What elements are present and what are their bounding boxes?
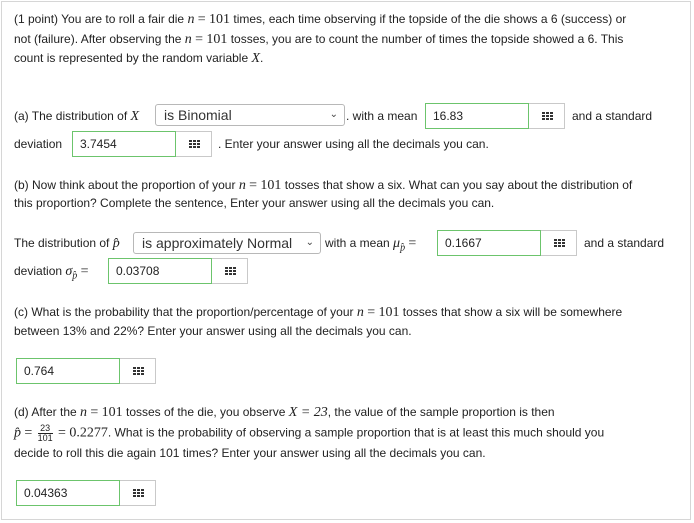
keypad-button[interactable] (176, 131, 212, 157)
math-n: n (356, 305, 364, 320)
part-a-instruction: . Enter your answer using all the decimals you can. (218, 137, 489, 151)
intro-line-2 (14, 31, 623, 48)
math-eq: = (90, 405, 99, 420)
math-n-value: 101 (206, 32, 228, 47)
math-n: n (187, 12, 195, 27)
part-c-text: tosses that show a six will be somewhere (402, 305, 623, 319)
keypad-grid-icon (133, 367, 144, 376)
math-eq: = (367, 305, 376, 320)
part-b-dist-label (14, 235, 120, 252)
sd-input-a[interactable]: 3.7454 (72, 131, 176, 157)
math-phat-sub: p̂ (72, 270, 78, 282)
intro-text: times, each time observing if the topside of the die shows a 6 (success) or (233, 12, 627, 26)
math-eq: = (408, 236, 417, 251)
part-a-line-1 (14, 108, 139, 125)
part-d-text: tosses of the die, you observe (125, 405, 286, 419)
part-a-std-label: and a standard (572, 109, 653, 123)
part-b-mean-label (325, 235, 416, 256)
part-b-text: tosses that show a six. What can you say about the distribution of (284, 178, 633, 192)
part-c-text: (c) What is the probability that the proportion/percentage of your (14, 305, 354, 319)
math-n-value: 101 (260, 178, 282, 193)
intro-text: count is represented by the random variable (14, 51, 249, 65)
intro-period: . (260, 51, 264, 65)
keypad-grid-icon (542, 112, 553, 121)
math-phat-sub: p̂ (400, 242, 406, 254)
part-c-line-1 (14, 304, 622, 321)
keypad-grid-icon (189, 140, 200, 149)
chevron-down-icon: ⌄ (329, 109, 338, 120)
keypad-button[interactable] (120, 358, 156, 384)
mean-input-a[interactable]: 16.83 (425, 103, 529, 129)
math-eq: = (24, 425, 33, 441)
intro-line-1 (14, 11, 626, 28)
intro-text: (1 point) You are to roll a fair die (14, 12, 185, 26)
select-value: is Binomial (164, 107, 232, 123)
part-b-text: with a mean (325, 236, 390, 250)
part-b-line-2: this proportion? Complete the sentence, Enter your answer using all the decimals you can. (14, 196, 495, 210)
distribution-select-a[interactable] (155, 104, 345, 126)
math-eq: = (195, 32, 204, 47)
fraction-numerator: 23 (38, 424, 53, 434)
select-value: is approximately Normal (142, 235, 293, 251)
math-eq: = (197, 12, 206, 27)
part-b-std-label: and a standard (584, 236, 665, 250)
answer-input-d[interactable]: 0.04363 (16, 480, 120, 506)
math-n-value: 101 (378, 305, 400, 320)
math-x: X (130, 109, 140, 124)
part-b-line-1 (14, 177, 632, 194)
chevron-down-icon: ⌄ (305, 237, 314, 248)
keypad-button[interactable] (529, 103, 565, 129)
distribution-select-b[interactable] (133, 232, 321, 254)
math-n-value: 101 (209, 12, 231, 27)
math-n: n (184, 32, 192, 47)
part-d-line-3: decide to roll this die again 101 times? Enter your answer using all the decimals you can. (14, 446, 486, 460)
mean-input-b[interactable]: 0.1667 (437, 230, 541, 256)
keypad-grid-icon (554, 239, 565, 248)
math-x-equals: X = 23 (288, 405, 328, 420)
keypad-button[interactable] (541, 230, 577, 256)
intro-text: tosses, you are to count the number of times the topside showed a 6. This (230, 32, 624, 46)
math-eq: = (80, 264, 89, 279)
part-a-mean-label: . with a mean (346, 109, 418, 123)
answer-input-c[interactable]: 0.764 (16, 358, 120, 384)
part-b-text: (b) Now think about the proportion of your (14, 178, 236, 192)
part-d-text: . What is the probability of observing a sample proportion that is at least this much should you (107, 425, 605, 440)
part-c-line-2: between 13% and 22%? Enter your answer using all the decimals you can. (14, 324, 412, 338)
math-n: n (80, 405, 88, 420)
keypad-button[interactable] (120, 480, 156, 506)
math-phat: p̂ (14, 425, 21, 441)
intro-line-3 (14, 50, 263, 67)
part-a-text: (a) The distribution of (14, 109, 128, 123)
part-d-text: , the value of the sample proportion is then (327, 405, 555, 419)
intro-text: not (failure). After observing the (14, 32, 182, 46)
fraction (38, 424, 53, 443)
part-b-text: deviation (14, 264, 63, 278)
math-n: n (238, 178, 246, 193)
part-b-deviation-label (14, 263, 89, 284)
keypad-grid-icon (225, 267, 236, 276)
part-d-line-1 (14, 404, 555, 421)
part-d-text: (d) After the (14, 405, 77, 419)
math-n-value: 101 (101, 405, 123, 420)
keypad-button[interactable] (212, 258, 248, 284)
part-a-deviation-label: deviation (14, 137, 63, 151)
math-sigma: σ (65, 264, 73, 279)
math-phat-value: = 0.2277 (57, 425, 108, 441)
part-b-text: The distribution of (14, 236, 110, 250)
keypad-grid-icon (133, 489, 144, 498)
math-mu: μ (393, 236, 401, 251)
math-phat: p̂ (112, 236, 120, 251)
math-x: X (251, 51, 261, 66)
math-eq: = (249, 178, 258, 193)
part-d-line-2 (14, 424, 604, 443)
fraction-denominator: 101 (37, 433, 53, 443)
sd-input-b[interactable]: 0.03708 (108, 258, 212, 284)
